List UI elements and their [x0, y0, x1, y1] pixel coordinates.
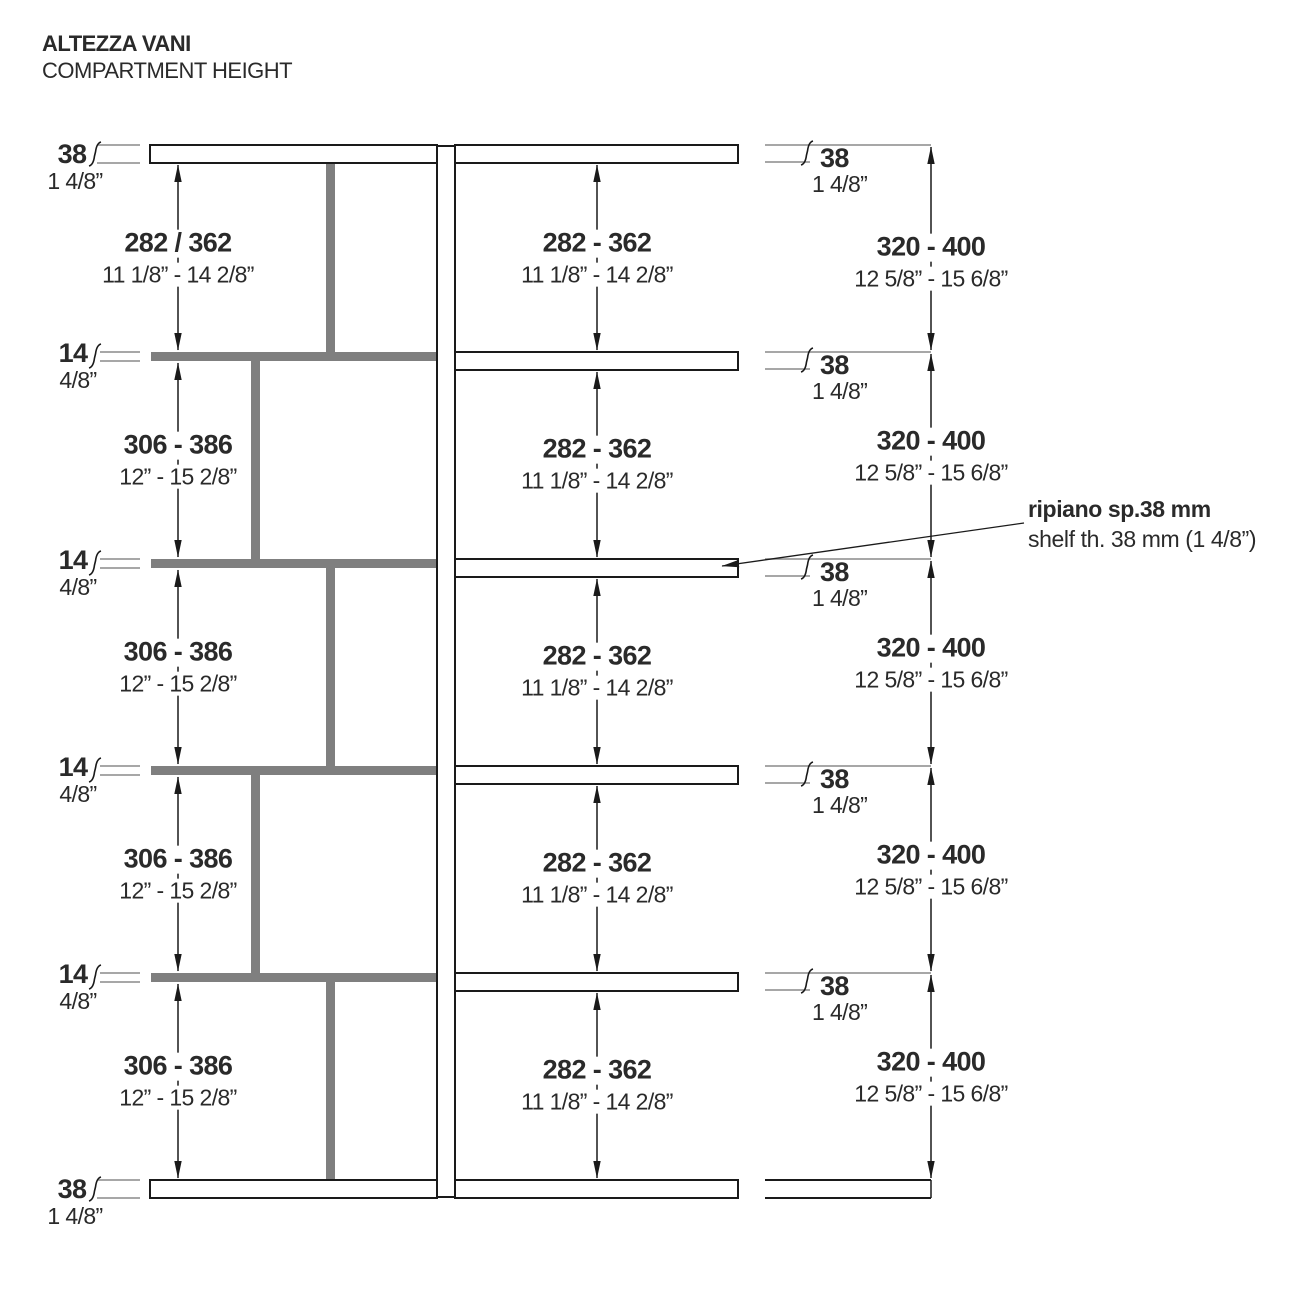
annotation-english: shelf th. 38 mm (1 4/8”) — [1028, 526, 1257, 552]
dimension-inch: 11 1/8” - 14 2/8” — [515, 675, 679, 699]
dimension-inch: 12” - 15 2/8” — [113, 464, 243, 488]
right-compartment-label-2 — [848, 425, 1013, 486]
left-shelf-thickness-mm-2: 14 — [58, 545, 88, 575]
dimension-inch: 11 1/8” - 14 2/8” — [96, 262, 260, 286]
right-shelf-thickness-mm-4: 38 — [820, 764, 849, 794]
dimension-mm: 320 - 400 — [870, 234, 993, 262]
right-compartment-label-1 — [848, 231, 1013, 292]
right-compartment-label-3 — [848, 632, 1013, 693]
dimension-inch: 12 5/8” - 15 6/8” — [848, 266, 1013, 290]
left-shelf-thickness-mm-1: 14 — [58, 338, 88, 368]
right-shelf-thickness-mm-1: 38 — [820, 143, 849, 173]
title-italian: ALTEZZA VANI — [42, 31, 191, 56]
shelf-spine-connectors — [437, 146, 455, 1197]
left-compartment-label-5 — [113, 1050, 243, 1111]
dimension-mm: 282 - 362 — [536, 850, 659, 878]
dimension-mm: 282 / 362 — [117, 230, 238, 258]
dimension-inch: 11 1/8” - 14 2/8” — [515, 1089, 679, 1113]
dimension-mm: 282 - 362 — [536, 230, 659, 258]
left-bottom-thickness-mm: 38 — [57, 1174, 87, 1204]
left-top-thickness-inch: 1 4/8” — [47, 168, 103, 194]
dimension-inch: 12 5/8” - 15 6/8” — [848, 460, 1013, 484]
middle-compartment-label-1 — [515, 227, 679, 288]
right-compartment-label-5 — [848, 1046, 1013, 1107]
middle-compartment-label-3 — [515, 640, 679, 701]
right-shelf-thickness-inch-3: 1 4/8” — [812, 585, 868, 611]
dimension-inch: 12” - 15 2/8” — [113, 1085, 243, 1109]
left-compartment-label-4 — [113, 843, 243, 904]
dimension-mm: 306 - 386 — [117, 639, 240, 667]
right-shelf-thickness-mm-5: 38 — [820, 971, 849, 1001]
left-vertical-dividers — [251, 163, 335, 1180]
title-english: COMPARTMENT HEIGHT — [42, 58, 293, 83]
right-shelf-thickness-inch-2: 1 4/8” — [812, 378, 868, 404]
middle-compartment-label-5 — [515, 1054, 679, 1115]
dimension-inch: 12” - 15 2/8” — [113, 878, 243, 902]
dimension-mm: 320 - 400 — [870, 635, 993, 663]
dimension-inch: 12 5/8” - 15 6/8” — [848, 874, 1013, 898]
dimension-inch: 12 5/8” - 15 6/8” — [848, 1081, 1013, 1105]
dimension-mm: 320 - 400 — [870, 1049, 993, 1077]
dimension-mm: 320 - 400 — [870, 428, 993, 456]
dimension-inch: 12” - 15 2/8” — [113, 671, 243, 695]
right-bottom-shelf-lines — [765, 1180, 931, 1198]
left-top-thickness-mm: 38 — [57, 139, 87, 169]
middle-compartment-label-4 — [515, 847, 679, 908]
shelf-thickness-annotation — [1028, 494, 1256, 554]
left-compartment-label-3 — [113, 636, 243, 697]
dimension-inch: 12 5/8” - 15 6/8” — [848, 667, 1013, 691]
left-compartment-label-1 — [96, 227, 260, 288]
right-compartment-label-4 — [848, 839, 1013, 900]
right-shelf-thickness-mm-2: 38 — [820, 350, 849, 380]
annotation-italian: ripiano sp.38 mm — [1028, 496, 1211, 522]
left-shelf-thickness-inch-4: 4/8” — [59, 988, 97, 1014]
dimension-mm: 282 - 362 — [536, 643, 659, 671]
left-shelf-thickness-inch-3: 4/8” — [59, 781, 97, 807]
dimension-inch: 11 1/8” - 14 2/8” — [515, 882, 679, 906]
dimension-mm: 306 - 386 — [117, 846, 240, 874]
left-shelf-thickness-mm-3: 14 — [58, 752, 88, 782]
central-upright-panel — [437, 145, 455, 1198]
left-compartment-label-2 — [113, 429, 243, 490]
dimension-inch: 11 1/8” - 14 2/8” — [515, 262, 679, 286]
diagram-title — [42, 30, 292, 84]
right-shelf-thickness-inch-1: 1 4/8” — [812, 171, 868, 197]
left-shelf-thickness-inch-1: 4/8” — [59, 367, 97, 393]
dimension-mm: 282 - 362 — [536, 436, 659, 464]
dimension-mm: 306 - 386 — [117, 432, 240, 460]
dimension-mm: 320 - 400 — [870, 842, 993, 870]
dimension-mm: 306 - 386 — [117, 1053, 240, 1081]
right-shelf-thickness-inch-5: 1 4/8” — [812, 999, 868, 1025]
middle-compartment-label-2 — [515, 433, 679, 494]
dimension-mm: 282 - 362 — [536, 1057, 659, 1085]
dimension-inch: 11 1/8” - 14 2/8” — [515, 468, 679, 492]
right-shelf-thickness-mm-3: 38 — [820, 557, 849, 587]
left-shelf-thickness-mm-4: 14 — [58, 959, 88, 989]
right-shelf-thickness-inch-4: 1 4/8” — [812, 792, 868, 818]
left-shelf-thickness-inch-2: 4/8” — [59, 574, 97, 600]
left-bottom-thickness-inch: 1 4/8” — [47, 1203, 103, 1229]
